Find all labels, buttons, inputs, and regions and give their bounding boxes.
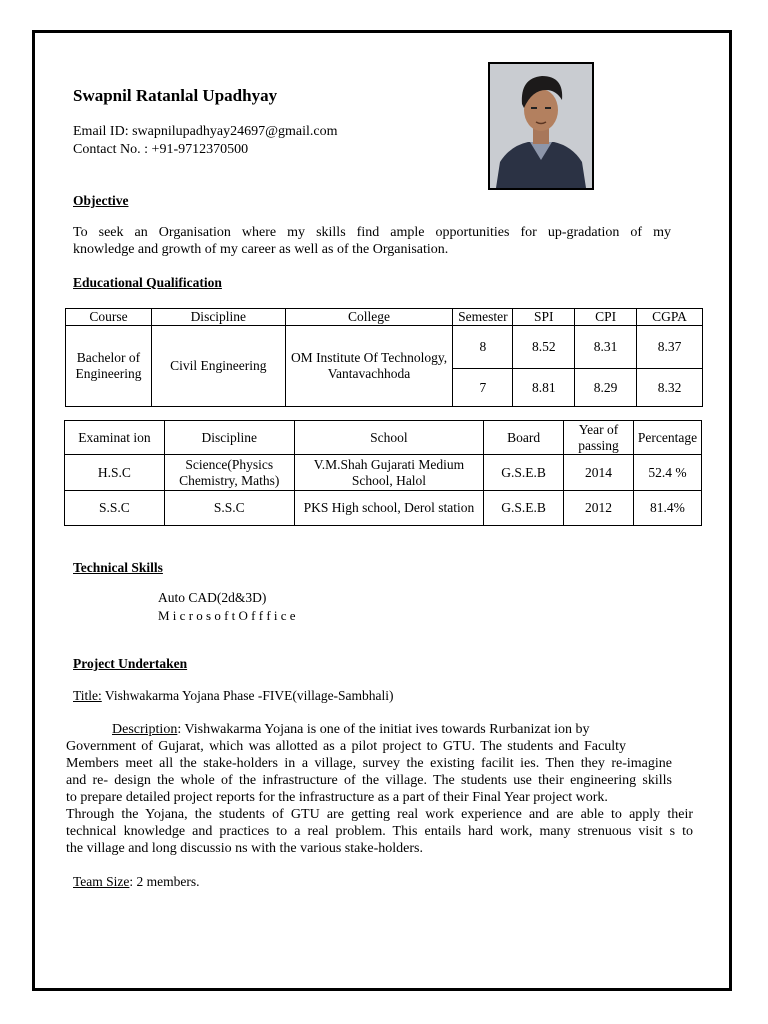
year-cell: 2012 [564, 491, 634, 526]
objective-line-2: knowledge and growth of my career as well as of the Organisation. [73, 242, 449, 257]
header-school: School [294, 421, 484, 455]
school-cell: PKS High school, Derol station [294, 491, 484, 526]
team-size-line [73, 874, 200, 890]
discipline-cell: Science(Physics Chemistry, Maths) [164, 455, 294, 491]
description-line: Members meet all the stake-holders in a village, survey the existing facilit ies. Then they re-imagine [66, 756, 672, 771]
objective-line-1: To seek an Organisation where my skills find ample opportunities for up-gradation of my [73, 225, 671, 240]
header-cgpa: CGPA [637, 309, 703, 326]
school-table-header-row [65, 421, 702, 455]
exam-cell: S.S.C [65, 491, 165, 526]
board-cell: G.S.E.B [484, 455, 564, 491]
objective-heading: Objective [73, 193, 129, 208]
description-line [66, 721, 693, 738]
description-line: and re- design the whole of the infrastructure of the village. The students use their engineering skills [66, 773, 672, 788]
discipline-cell: Civil Engineering [151, 326, 285, 407]
education-heading: Educational Qualification [73, 275, 222, 290]
percentage-cell: 52.4 % [633, 455, 701, 491]
header-year-of-passing: Year of passing [564, 421, 634, 455]
description-line: technical knowledge and practices to a real problem. This entails hard work, many strenuous visit s to [66, 824, 693, 839]
candidate-name: Swapnil Ratanlal Upadhyay [73, 86, 278, 105]
header-cpi: CPI [575, 309, 637, 326]
exam-cell: H.S.C [65, 455, 165, 491]
degree-table-header-row [66, 309, 703, 326]
school-cell: V.M.Shah Gujarati Medium School, Halol [294, 455, 484, 491]
header-college: College [285, 309, 453, 326]
school-table [64, 420, 702, 526]
email-line: Email ID: swapnilupadhyay24697@gmail.com [73, 124, 338, 139]
header-spi: SPI [513, 309, 575, 326]
header-semester: Semester [453, 309, 513, 326]
semester-cell: 8 [453, 326, 513, 369]
percentage-cell: 81.4% [633, 491, 701, 526]
cgpa-cell: 8.32 [637, 369, 703, 407]
cpi-cell: 8.29 [575, 369, 637, 407]
board-cell: G.S.E.B [484, 491, 564, 526]
description-line: the village and long discussio ns with the various stake-holders. [66, 841, 423, 856]
table-row [65, 491, 702, 526]
college-cell: OM Institute Of Technology, Vantavachhoda [285, 326, 453, 407]
description-line: to prepare detailed project reports for the infrastructure as a part of their Final Year project work. [66, 790, 608, 805]
description-text: : Vishwakarma Yojana is one of the initiat ives towards Rurbanizat ion by [177, 722, 590, 737]
skill-item: M i c r o s o f t O f f f i c e [158, 608, 296, 623]
year-cell: 2014 [564, 455, 634, 491]
team-size-label: Team Size [73, 874, 130, 889]
project-title-label: Title: [73, 688, 102, 703]
project-title-line [73, 688, 394, 704]
header-course: Course [66, 309, 152, 326]
skill-item: Auto CAD(2d&3D) [158, 590, 267, 605]
description-line: Government of Gujarat, which was allotted as a pilot project to GTU. The students and Faculty [66, 739, 626, 754]
header-percentage: Percentage [633, 421, 701, 455]
header-examination: Examinat ion [65, 421, 165, 455]
degree-table [65, 308, 703, 407]
project-description [66, 721, 693, 857]
project-heading: Project Undertaken [73, 656, 188, 671]
table-row [65, 455, 702, 491]
course-cell: Bachelor of Engineering [66, 326, 152, 407]
header-discipline: Discipline [151, 309, 285, 326]
skills-heading: Technical Skills [73, 560, 163, 575]
contact-line: Contact No. : +91-9712370500 [73, 142, 249, 157]
header-board: Board [484, 421, 564, 455]
table-row [66, 326, 703, 369]
discipline-cell: S.S.C [164, 491, 294, 526]
cpi-cell: 8.31 [575, 326, 637, 369]
description-line: Through the Yojana, the students of GTU are getting real work experience and are able to apply their [66, 807, 693, 822]
description-label: Description [112, 722, 178, 737]
cgpa-cell: 8.37 [637, 326, 703, 369]
spi-cell: 8.52 [513, 326, 575, 369]
header-discipline: Discipline [164, 421, 294, 455]
spi-cell: 8.81 [513, 369, 575, 407]
team-size-value: : 2 members. [129, 874, 200, 889]
profile-photo [488, 62, 594, 190]
project-title-value: Vishwakarma Yojana Phase -FIVE(village-Sambhali) [101, 688, 394, 703]
person-photo-icon [490, 64, 592, 188]
semester-cell: 7 [453, 369, 513, 407]
